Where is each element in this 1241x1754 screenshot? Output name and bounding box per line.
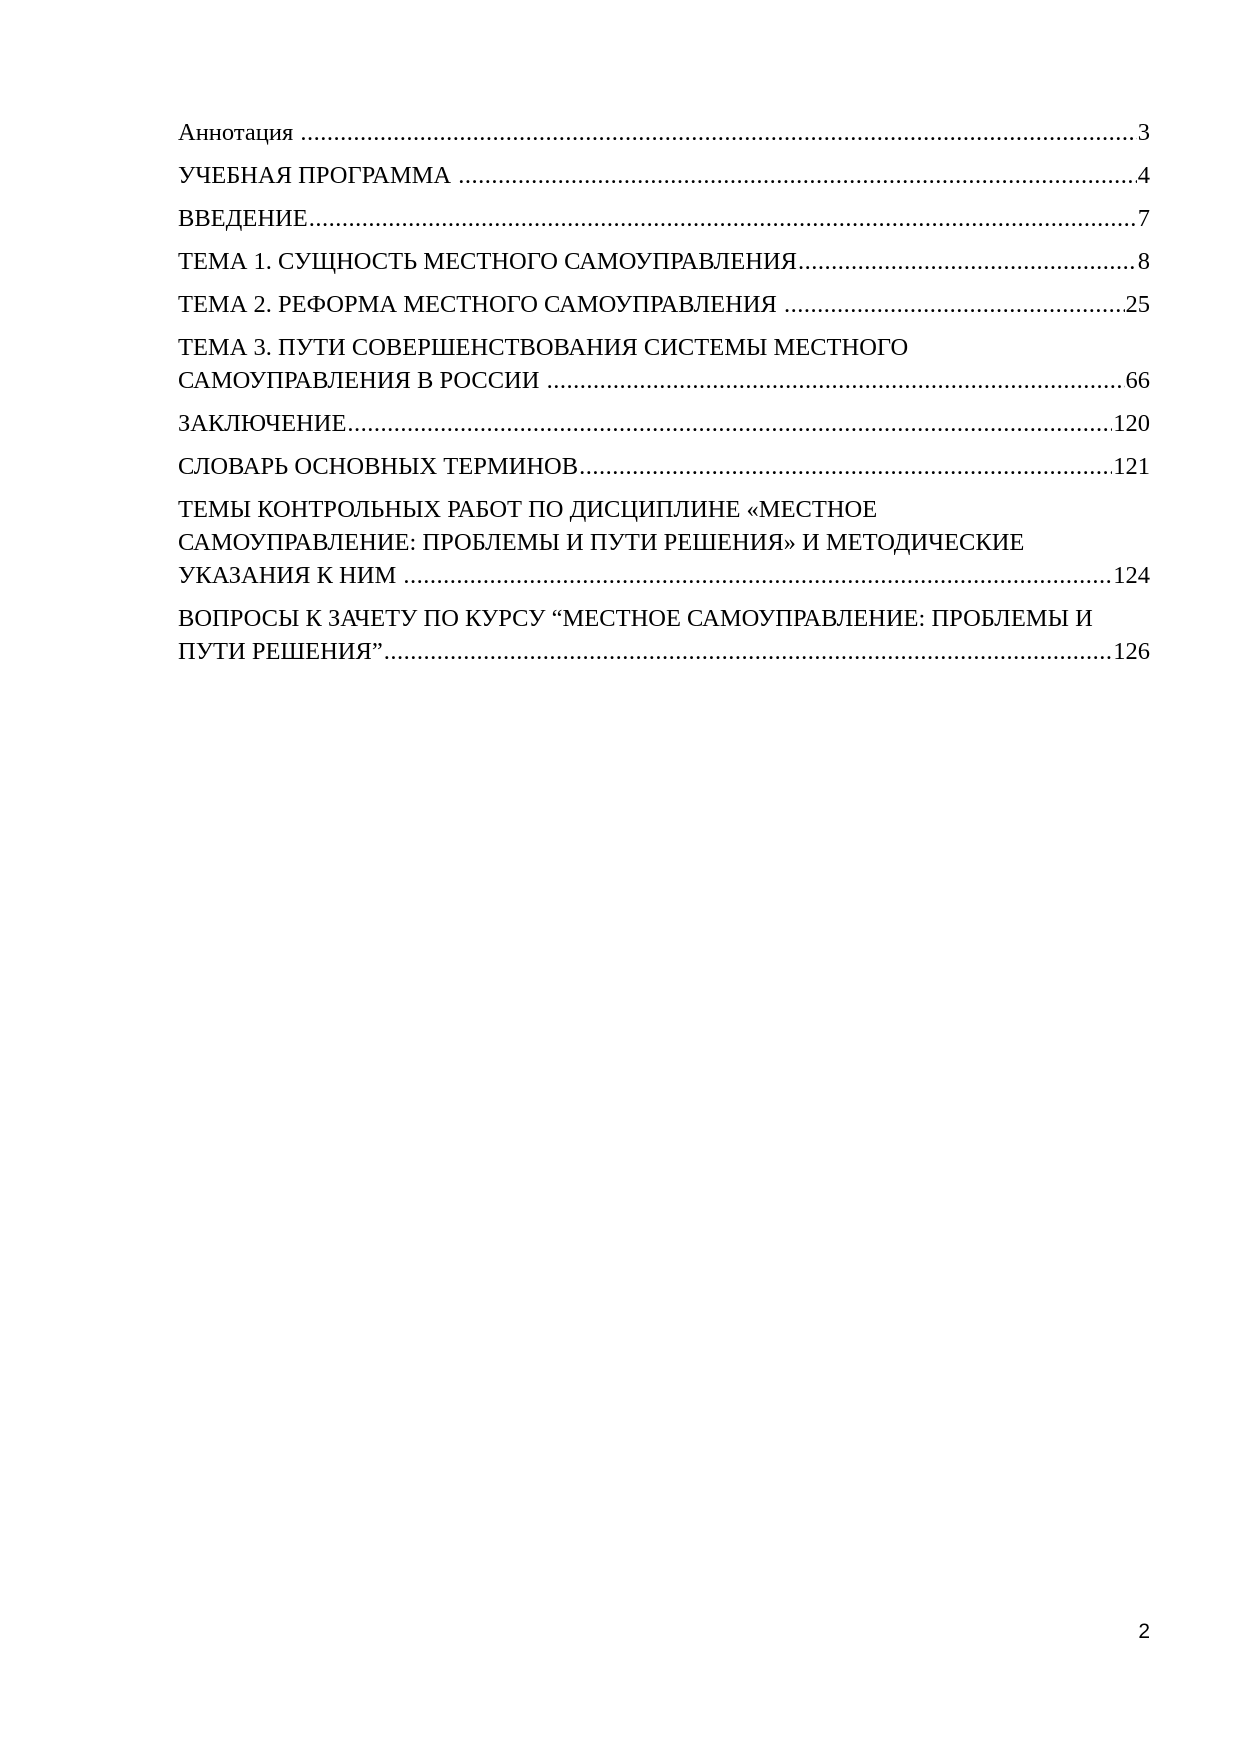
- toc-entry[interactable]: [178, 245, 1150, 278]
- toc-entry-page-number: 7: [1137, 205, 1150, 232]
- toc-entry[interactable]: [178, 202, 1150, 235]
- toc-entry-title: САМОУПРАВЛЕНИЯ В РОССИИ: [178, 367, 546, 394]
- toc-entry-title-line: ТЕМЫ КОНТРОЛЬНЫХ РАБОТ ПО ДИСЦИПЛИНЕ «МЕСТНОЕ: [178, 496, 878, 523]
- toc-entry-page-number: 3: [1137, 119, 1150, 146]
- toc-entry-line: [178, 288, 1150, 321]
- toc-entry[interactable]: [178, 288, 1150, 321]
- toc-entry[interactable]: [178, 116, 1150, 149]
- toc-entry-title: УКАЗАНИЯ К НИМ: [178, 562, 403, 589]
- toc-entry-title-line: ВОПРОСЫ К ЗАЧЕТУ ПО КУРСУ “МЕСТНОЕ САМОУПРАВЛЕНИЕ: ПРОБЛЕМЫ И: [178, 605, 1093, 632]
- toc-entry-line: [178, 450, 1150, 483]
- dot-leader: [784, 288, 1125, 321]
- dot-leader: [458, 159, 1137, 192]
- toc-entry-title: ПУТИ РЕШЕНИЯ”: [178, 638, 383, 665]
- toc-entry[interactable]: [178, 159, 1150, 192]
- toc-entry-page-number: 120: [1113, 410, 1150, 437]
- table-of-contents: [178, 116, 1150, 678]
- toc-entry-title-line: ТЕМА 3. ПУТИ СОВЕРШЕНСТВОВАНИЯ СИСТЕМЫ МЕСТНОГО: [178, 334, 909, 361]
- toc-entry-page-number: 4: [1137, 162, 1150, 189]
- toc-entry-line: [178, 407, 1150, 440]
- toc-entry[interactable]: [178, 493, 1150, 592]
- toc-entry-title: УЧЕБНАЯ ПРОГРАММА: [178, 162, 458, 189]
- toc-entry-title-line: САМОУПРАВЛЕНИЕ: ПРОБЛЕМЫ И ПУТИ РЕШЕНИЯ» И МЕТОДИЧЕСКИЕ: [178, 529, 1025, 556]
- toc-entry-title: ВВЕДЕНИЕ: [178, 205, 308, 232]
- dot-leader: [347, 407, 1112, 440]
- toc-entry-title-lines: [178, 493, 1150, 559]
- page-number: 2: [1138, 1620, 1150, 1643]
- toc-entry[interactable]: [178, 407, 1150, 440]
- toc-entry-title: ТЕМА 2. РЕФОРМА МЕСТНОГО САМОУПРАВЛЕНИЯ: [178, 291, 783, 318]
- toc-entry[interactable]: [178, 450, 1150, 483]
- toc-entry-page-number: 25: [1125, 291, 1150, 318]
- toc-entry-title: Аннотация: [178, 119, 300, 146]
- dot-leader: [309, 202, 1137, 235]
- toc-entry-title-lines: [178, 602, 1150, 635]
- dot-leader: [300, 116, 1136, 149]
- dot-leader: [579, 450, 1112, 483]
- toc-entry-page-number: 66: [1125, 367, 1150, 394]
- toc-entry-line: [178, 559, 1150, 592]
- toc-entry-line: [178, 245, 1150, 278]
- toc-entry-page-number: 126: [1113, 638, 1150, 665]
- toc-entry-line: [178, 116, 1150, 149]
- toc-entry-page-number: 8: [1137, 248, 1150, 275]
- toc-entry[interactable]: [178, 602, 1150, 668]
- dot-leader: [403, 559, 1112, 592]
- toc-entry-line: [178, 635, 1150, 668]
- toc-entry-title: ЗАКЛЮЧЕНИЕ: [178, 410, 347, 437]
- dot-leader: [798, 245, 1137, 278]
- toc-entry-page-number: 124: [1113, 562, 1150, 589]
- toc-entry-line: [178, 202, 1150, 235]
- dot-leader: [547, 364, 1125, 397]
- toc-entry-page-number: 121: [1113, 453, 1150, 480]
- dot-leader: [384, 635, 1113, 668]
- toc-entry-title: ТЕМА 1. СУЩНОСТЬ МЕСТНОГО САМОУПРАВЛЕНИЯ: [178, 248, 797, 275]
- toc-entry-title: СЛОВАРЬ ОСНОВНЫХ ТЕРМИНОВ: [178, 453, 579, 480]
- toc-entry-title-lines: [178, 331, 1150, 364]
- toc-entry[interactable]: [178, 331, 1150, 397]
- toc-entry-line: [178, 364, 1150, 397]
- toc-entry-line: [178, 159, 1150, 192]
